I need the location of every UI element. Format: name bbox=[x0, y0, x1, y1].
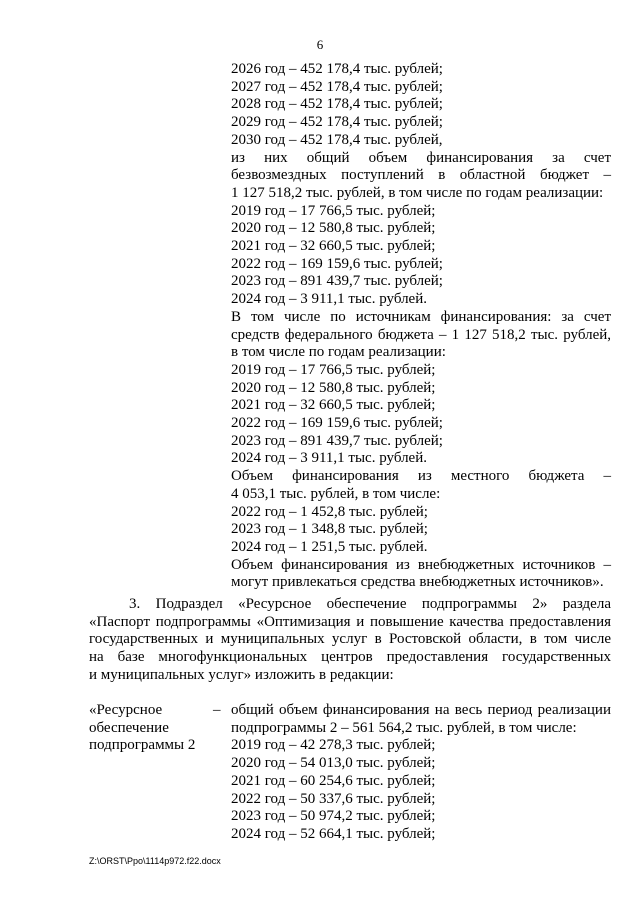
table-right-cell bbox=[231, 702, 611, 844]
federal-year-line: 2019 год – 17 766,5 тыс. рублей; bbox=[231, 361, 436, 378]
year-line: 2026 год – 452 178,4 тыс. рублей; bbox=[231, 61, 443, 77]
right-cell-year-line: 2024 год – 52 664,1 тыс. рублей; bbox=[231, 825, 436, 842]
year-line: 2029 год – 452 178,4 тыс. рублей; bbox=[231, 114, 443, 131]
gratuitous-year-line: 2024 год – 3 911,1 тыс. рублей. bbox=[231, 291, 427, 308]
gratuitous-intro-line: из них общий объем финансирования за счет bbox=[231, 149, 611, 166]
federal-year-line: 2022 год – 169 159,6 тыс. рублей; bbox=[231, 415, 443, 432]
local-intro-line: Объем финансирования из местного бюджета – bbox=[231, 468, 611, 485]
gratuitous-intro-line: безвозмездных поступлений в областной бюджет – bbox=[231, 167, 611, 184]
local-year-line: 2022 год – 1 452,8 тыс. рублей; bbox=[231, 503, 428, 520]
financing-details-block bbox=[231, 61, 611, 592]
amendment-paragraph bbox=[89, 596, 611, 685]
year-line: 2030 год – 452 178,4 тыс. рублей, bbox=[231, 131, 443, 148]
right-cell-intro-line: подпрограммы 2 – 561 564,2 тыс. рублей, в том числе: bbox=[231, 719, 577, 736]
paragraph-line: на базе многофункциональных центров предоставления государственных bbox=[89, 649, 611, 666]
right-cell-year-line: 2019 год – 42 278,3 тыс. рублей; bbox=[231, 737, 436, 754]
extra-budget-line: Объем финансирования из внебюджетных источников – bbox=[231, 556, 611, 573]
federal-year-line: 2023 год – 891 439,7 тыс. рублей; bbox=[231, 432, 443, 449]
paragraph-line: и муниципальных услуг» изложить в редакции: bbox=[89, 666, 394, 683]
left-cell-line: подпрограммы 2 bbox=[89, 737, 196, 754]
right-cell-year-line: 2020 год – 54 013,0 тыс. рублей; bbox=[231, 755, 436, 772]
federal-intro-line: в том числе по годам реализации: bbox=[231, 344, 446, 361]
paragraph-line: 3. Подраздел «Ресурсное обеспечение подпрограммы 2» раздела bbox=[129, 596, 611, 612]
paragraph-line: «Паспорт подпрограммы «Оптимизация и повышение качества предоставления bbox=[89, 613, 611, 630]
file-path-footer: Z:\ORST\Ppo\1114p972.f22.docx bbox=[89, 856, 221, 866]
right-cell-intro-line: общий объем финансирования на весь период реализации bbox=[231, 702, 611, 718]
left-cell-line: обеспечение bbox=[89, 719, 169, 736]
right-cell-year-line: 2023 год – 50 974,2 тыс. рублей; bbox=[231, 808, 436, 825]
local-year-line: 2024 год – 1 251,5 тыс. рублей. bbox=[231, 538, 428, 555]
right-cell-year-line: 2022 год – 50 337,6 тыс. рублей; bbox=[231, 790, 436, 807]
left-cell-line: «Ресурсное bbox=[89, 702, 163, 718]
federal-intro-line: средств федерального бюджета – 1 127 518,2 тыс. рублей, bbox=[231, 326, 611, 343]
table-left-cell bbox=[89, 702, 209, 755]
gratuitous-intro-line: 1 127 518,2 тыс. рублей, в том числе по годам реализации: bbox=[231, 184, 604, 201]
table-dash: – bbox=[213, 702, 221, 718]
federal-year-line: 2021 год – 32 660,5 тыс. рублей; bbox=[231, 397, 436, 414]
gratuitous-year-line: 2020 год – 12 580,8 тыс. рублей; bbox=[231, 220, 436, 237]
right-cell-year-line: 2021 год – 60 254,6 тыс. рублей; bbox=[231, 772, 436, 789]
federal-year-line: 2024 год – 3 911,1 тыс. рублей. bbox=[231, 450, 427, 467]
local-year-line: 2023 год – 1 348,8 тыс. рублей; bbox=[231, 521, 428, 538]
year-line: 2027 год – 452 178,4 тыс. рублей; bbox=[231, 78, 443, 95]
federal-year-line: 2020 год – 12 580,8 тыс. рублей; bbox=[231, 379, 436, 396]
federal-intro-line: В том числе по источникам финансирования: за счет bbox=[231, 308, 611, 325]
year-line: 2028 год – 452 178,4 тыс. рублей; bbox=[231, 96, 443, 113]
gratuitous-year-line: 2023 год – 891 439,7 тыс. рублей; bbox=[231, 273, 443, 290]
local-intro-line: 4 053,1 тыс. рублей, в том числе: bbox=[231, 485, 441, 502]
extra-budget-line: могут привлекаться средства внебюджетных источников». bbox=[231, 574, 604, 591]
page-number: 6 bbox=[316, 37, 324, 52]
gratuitous-year-line: 2019 год – 17 766,5 тыс. рублей; bbox=[231, 202, 436, 219]
gratuitous-year-line: 2021 год – 32 660,5 тыс. рублей; bbox=[231, 238, 436, 255]
paragraph-line: государственных и муниципальных услуг в Ростовской области, в том числе bbox=[89, 631, 611, 648]
gratuitous-year-line: 2022 год – 169 159,6 тыс. рублей; bbox=[231, 255, 443, 272]
